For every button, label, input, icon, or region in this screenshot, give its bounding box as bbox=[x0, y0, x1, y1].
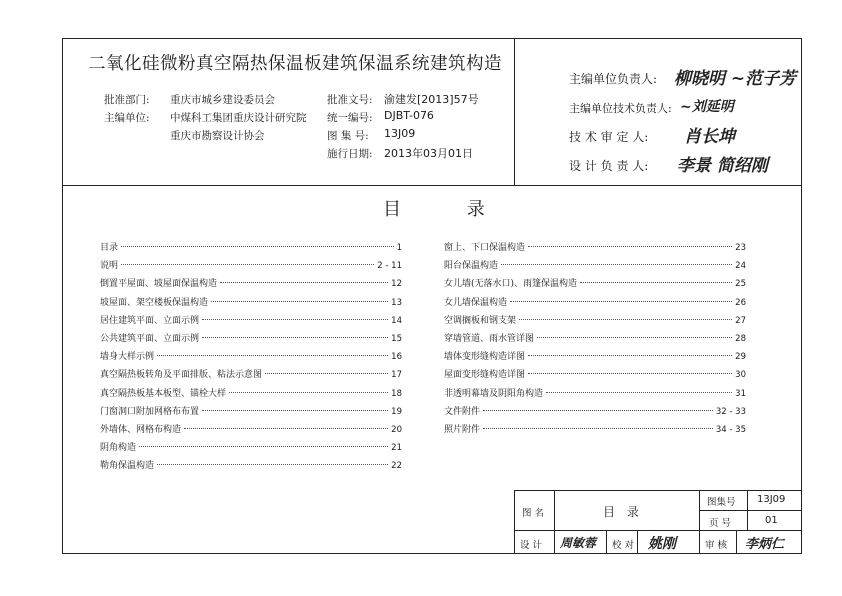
toc-entry bbox=[444, 349, 746, 367]
toc-entry-page: 1 bbox=[396, 243, 402, 253]
title-block-rule bbox=[606, 530, 607, 554]
atlas-no-cell: 13J09 bbox=[757, 494, 786, 505]
toc-entry-title: 坡屋面、架空楼板保温构造 bbox=[100, 297, 209, 308]
editor-unit-1: 中煤科工集团重庆设计研究院 bbox=[170, 112, 307, 124]
toc-leader-dots bbox=[139, 446, 388, 447]
toc-leader-dots bbox=[211, 301, 388, 302]
toc-entry-page: 19 bbox=[391, 406, 402, 417]
toc-leader-dots bbox=[483, 428, 713, 429]
design-signature: 周敏蓉 bbox=[560, 536, 597, 550]
toc-entry bbox=[444, 313, 746, 331]
toc-entry bbox=[444, 386, 746, 404]
toc-entry-page: 24 bbox=[735, 261, 746, 272]
toc-entry-title: 目录 bbox=[100, 243, 119, 253]
toc-leader-dots bbox=[202, 410, 388, 411]
editor-unit-2: 重庆市勘察设计协会 bbox=[170, 130, 265, 142]
approval-no-label: 批准文号: bbox=[327, 94, 373, 106]
toc-entry-title: 阳台保温构造 bbox=[444, 261, 499, 272]
toc-entry-page: 29 bbox=[735, 352, 746, 363]
toc-entry-title: 墙身大样示例 bbox=[100, 352, 155, 363]
toc-entry bbox=[100, 404, 402, 422]
header-divider bbox=[514, 38, 515, 186]
toc-entry-page: 28 bbox=[735, 333, 746, 344]
toc-leader-dots bbox=[580, 282, 732, 283]
toc-entry bbox=[100, 440, 402, 458]
toc-leader-dots bbox=[501, 264, 732, 265]
toc-leader-dots bbox=[265, 373, 388, 374]
toc-entry-title: 墙体变形缝构造详图 bbox=[444, 352, 526, 363]
check-label: 校 对 bbox=[612, 540, 635, 551]
toc-leader-dots bbox=[202, 337, 388, 338]
tech-lead-signature: ~刘延明 bbox=[680, 99, 734, 115]
toc-entry-title: 倒置平屋面、坡屋面保温构造 bbox=[100, 279, 218, 290]
toc-leader-dots bbox=[121, 264, 374, 265]
toc-entry-title: 公共建筑平面、立面示例 bbox=[100, 333, 200, 344]
atlas-no: 13J09 bbox=[384, 127, 416, 140]
toc-entry bbox=[100, 313, 402, 331]
toc-leader-dots bbox=[528, 246, 732, 247]
toc-entry bbox=[444, 331, 746, 349]
toc-entry-page: 31 bbox=[735, 388, 746, 399]
toc-entry-title: 阴角构造 bbox=[100, 443, 137, 454]
approving-dept-label: 批准部门: bbox=[104, 94, 150, 106]
toc-entry-page: 16 bbox=[391, 352, 402, 363]
toc-entry-page: 13 bbox=[391, 297, 402, 308]
toc-right-column bbox=[444, 240, 746, 440]
toc-leader-dots bbox=[528, 373, 732, 374]
toc-entry-page: 32 - 33 bbox=[715, 406, 746, 417]
tech-lead-label: 主编单位技术负责人: bbox=[569, 102, 672, 115]
toc-entry bbox=[100, 240, 402, 258]
toc-entry bbox=[100, 422, 402, 440]
toc-entry-page: 23 bbox=[735, 243, 746, 253]
toc-entry bbox=[444, 295, 746, 313]
toc-entry-title: 真空隔热板转角及平面排版、粘法示意图 bbox=[100, 370, 263, 381]
toc-leader-dots bbox=[510, 301, 732, 302]
review-label: 审 核 bbox=[705, 540, 728, 551]
chief-editor-unit-label: 主编单位负责人: bbox=[569, 72, 658, 86]
unified-no: DJBT-076 bbox=[384, 109, 434, 122]
toc-leader-dots bbox=[157, 464, 388, 465]
toc-entry-page: 22 bbox=[391, 461, 402, 472]
toc-entry bbox=[100, 386, 402, 404]
unified-no-label: 统一编号: bbox=[327, 112, 373, 124]
toc-entry bbox=[444, 240, 746, 258]
reviewer-label: 技 术 审 定 人: bbox=[569, 130, 649, 144]
editor-unit-label: 主编单位: bbox=[104, 112, 150, 124]
toc-leader-dots bbox=[229, 392, 388, 393]
toc-entry bbox=[444, 276, 746, 294]
effective-date-label: 施行日期: bbox=[327, 148, 373, 160]
toc-entry-title: 女儿墙(无落水口)、雨篷保温构造 bbox=[444, 279, 578, 290]
title-block-rule bbox=[514, 530, 802, 531]
toc-entry-page: 34 - 35 bbox=[715, 424, 746, 435]
toc-entry-title: 窗上、下口保温构造 bbox=[444, 243, 526, 253]
toc-entry bbox=[100, 367, 402, 385]
toc-entry-page: 17 bbox=[391, 370, 402, 381]
toc-entry-page: 20 bbox=[391, 424, 402, 435]
toc-entry bbox=[444, 367, 746, 385]
toc-entry bbox=[444, 258, 746, 276]
toc-entry bbox=[100, 331, 402, 349]
toc-entry-title: 女儿墙保温构造 bbox=[444, 297, 508, 308]
toc-entry-title: 说明 bbox=[100, 261, 119, 272]
toc-entry-page: 30 bbox=[735, 370, 746, 381]
title-block-rule bbox=[637, 530, 638, 554]
review-signature: 李炳仁 bbox=[745, 537, 785, 552]
toc-entry bbox=[100, 276, 402, 294]
toc-leader-dots bbox=[157, 355, 388, 356]
approval-no: 渝建发[2013]57号 bbox=[384, 93, 479, 106]
toc-leader-dots bbox=[184, 428, 388, 429]
toc-leader-dots bbox=[202, 319, 388, 320]
drawing-name-label: 图 名 bbox=[522, 508, 545, 519]
title-block-rule bbox=[736, 530, 737, 554]
toc-entry bbox=[100, 295, 402, 313]
atlas-no-label: 图 集 号: bbox=[327, 130, 369, 142]
title-block-rule bbox=[699, 510, 802, 511]
toc-entry-page: 21 bbox=[391, 443, 402, 454]
toc-leader-dots bbox=[519, 319, 732, 320]
toc-entry bbox=[100, 349, 402, 367]
toc-entry-title: 文件附件 bbox=[444, 406, 481, 417]
page-no: 01 bbox=[765, 515, 778, 526]
toc-entry-title: 勒角保温构造 bbox=[100, 461, 155, 472]
designer-label: 设 计 负 责 人: bbox=[569, 159, 649, 173]
drawing-name: 目 录 bbox=[603, 505, 643, 519]
toc-entry-title: 照片附件 bbox=[444, 424, 481, 435]
toc-entry-page: 25 bbox=[735, 279, 746, 290]
toc-entry-page: 26 bbox=[735, 297, 746, 308]
toc-entry-page: 18 bbox=[391, 388, 402, 399]
designer-signature: 李景 简绍刚 bbox=[677, 156, 768, 176]
toc-entry bbox=[100, 458, 402, 476]
reviewer-signature: 肖长坤 bbox=[684, 127, 735, 147]
toc-entry-title: 真空隔热板基本板型、锚栓大样 bbox=[100, 388, 227, 399]
toc-entry-page: 2 - 11 bbox=[377, 261, 402, 272]
toc-entry-title: 穿墙管道、雨水管详图 bbox=[444, 333, 535, 344]
toc-entry-page: 12 bbox=[391, 279, 402, 290]
toc-entry-page: 27 bbox=[735, 315, 746, 326]
toc-entry-page: 14 bbox=[391, 315, 402, 326]
toc-title: 目 录 bbox=[383, 199, 515, 220]
toc-leader-dots bbox=[220, 282, 388, 283]
toc-entry-title: 外墙体、网格布构造 bbox=[100, 424, 182, 435]
approving-dept: 重庆市城乡建设委员会 bbox=[170, 94, 275, 106]
design-label: 设 计 bbox=[520, 540, 543, 551]
toc-leader-dots bbox=[528, 355, 732, 356]
toc-entry-title: 居住建筑平面、立面示例 bbox=[100, 315, 200, 326]
title-block-rule bbox=[699, 490, 700, 554]
check-signature: 姚刚 bbox=[648, 536, 676, 552]
chief-editor-unit-signature: 柳晓明 ~范子芳 bbox=[674, 69, 797, 89]
document-title: 二氧化硅微粉真空隔热保温板建筑保温系统建筑构造 bbox=[88, 54, 502, 74]
toc-entry-title: 空调搁板和钢支架 bbox=[444, 315, 517, 326]
toc-left-column bbox=[100, 240, 402, 476]
toc-leader-dots bbox=[121, 246, 394, 247]
effective-date: 2013年03月01日 bbox=[384, 147, 473, 160]
toc-entry bbox=[100, 258, 402, 276]
toc-entry-title: 非透明幕墙及阴阳角构造 bbox=[444, 388, 544, 399]
title-block-rule bbox=[554, 530, 555, 554]
page-no-label: 页 号 bbox=[709, 518, 732, 529]
toc-leader-dots bbox=[546, 392, 732, 393]
toc-entry-title: 门窗洞口附加网格布布置 bbox=[100, 406, 200, 417]
title-block-rule bbox=[554, 490, 555, 530]
toc-leader-dots bbox=[537, 337, 732, 338]
toc-entry-title: 屋面变形缝构造详图 bbox=[444, 370, 526, 381]
toc-entry bbox=[444, 422, 746, 440]
toc-entry-page: 15 bbox=[391, 333, 402, 344]
toc-entry bbox=[444, 404, 746, 422]
toc-leader-dots bbox=[483, 410, 713, 411]
atlas-no-cell-label: 图集号 bbox=[707, 497, 736, 508]
